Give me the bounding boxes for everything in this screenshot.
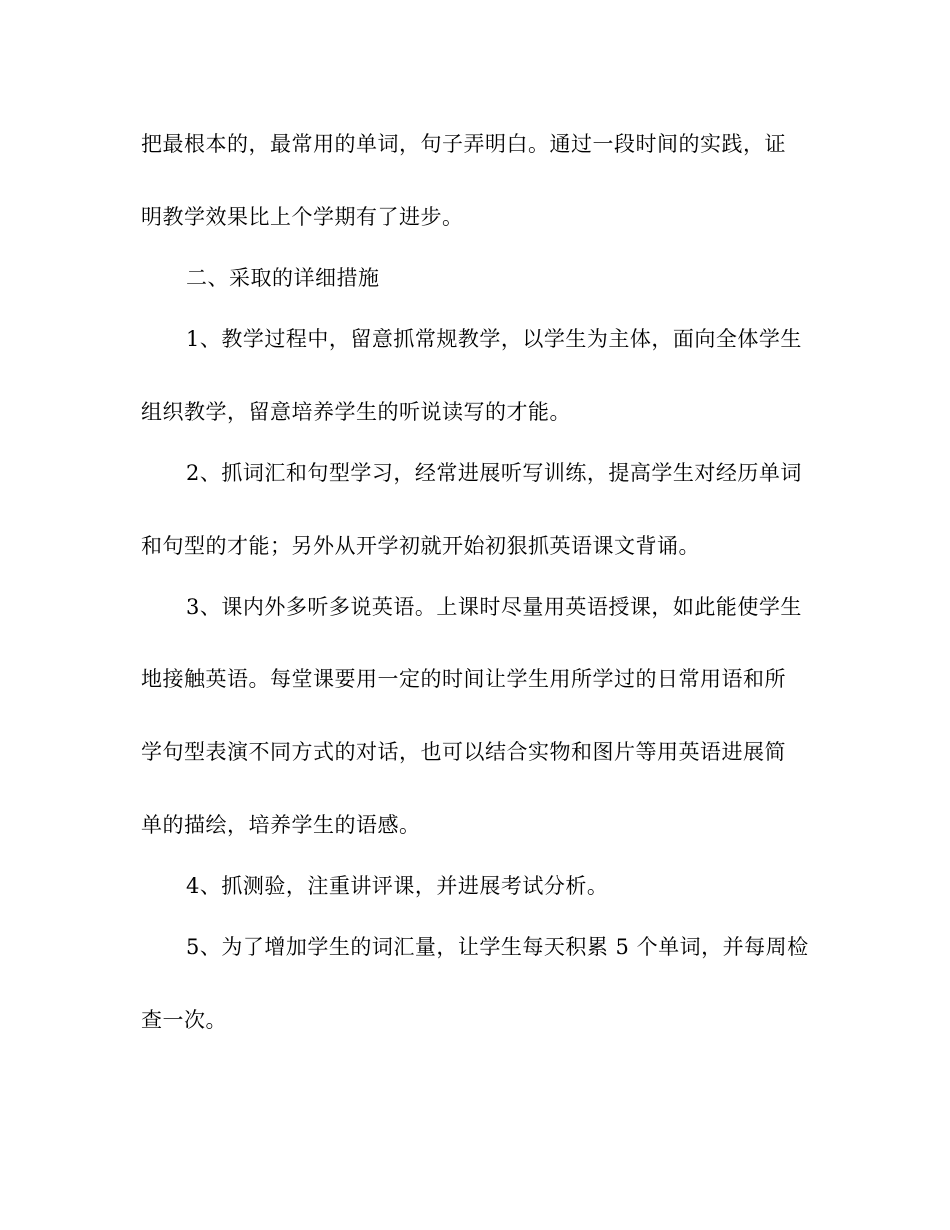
text-line-13: 5、为了增加学生的词汇量，让学生每天积累 5 个单词，并每周检 <box>186 935 809 959</box>
text-line-9: 地接触英语。每堂课要用一定的时间让学生用所学过的日常用语和所 <box>141 667 786 691</box>
text-line-1: 把最根本的，最常用的单词，句子弄明白。通过一段时间的实践，证 <box>141 132 786 156</box>
text-line-6: 2、抓词汇和句型学习，经常进展听写训练，提高学生对经历单词 <box>186 461 802 485</box>
text-line-8: 3、课内外多听多说英语。上课时尽量用英语授课，如此能使学生 <box>186 595 802 619</box>
text-line-11: 单的描绘，培养学生的语感。 <box>141 813 421 837</box>
text-line-14: 查一次。 <box>141 1008 227 1032</box>
text-line-5: 组织教学，留意培养学生的听说读写的才能。 <box>141 400 571 424</box>
text-line-2: 明教学效果比上个学期有了进步。 <box>141 205 464 229</box>
text-line-4: 1、教学过程中，留意抓常规教学，以学生为主体，面向全体学生 <box>186 327 802 351</box>
section-heading: 二、采取的详细措施 <box>186 266 380 290</box>
text-line-7: 和句型的才能；另外从开学初就开始初狠抓英语课文背诵。 <box>141 534 700 558</box>
text-line-12: 4、抓测验，注重讲评课，并进展考试分析。 <box>186 874 609 898</box>
text-line-10: 学句型表演不同方式的对话，也可以结合实物和图片等用英语进展简 <box>141 740 786 764</box>
